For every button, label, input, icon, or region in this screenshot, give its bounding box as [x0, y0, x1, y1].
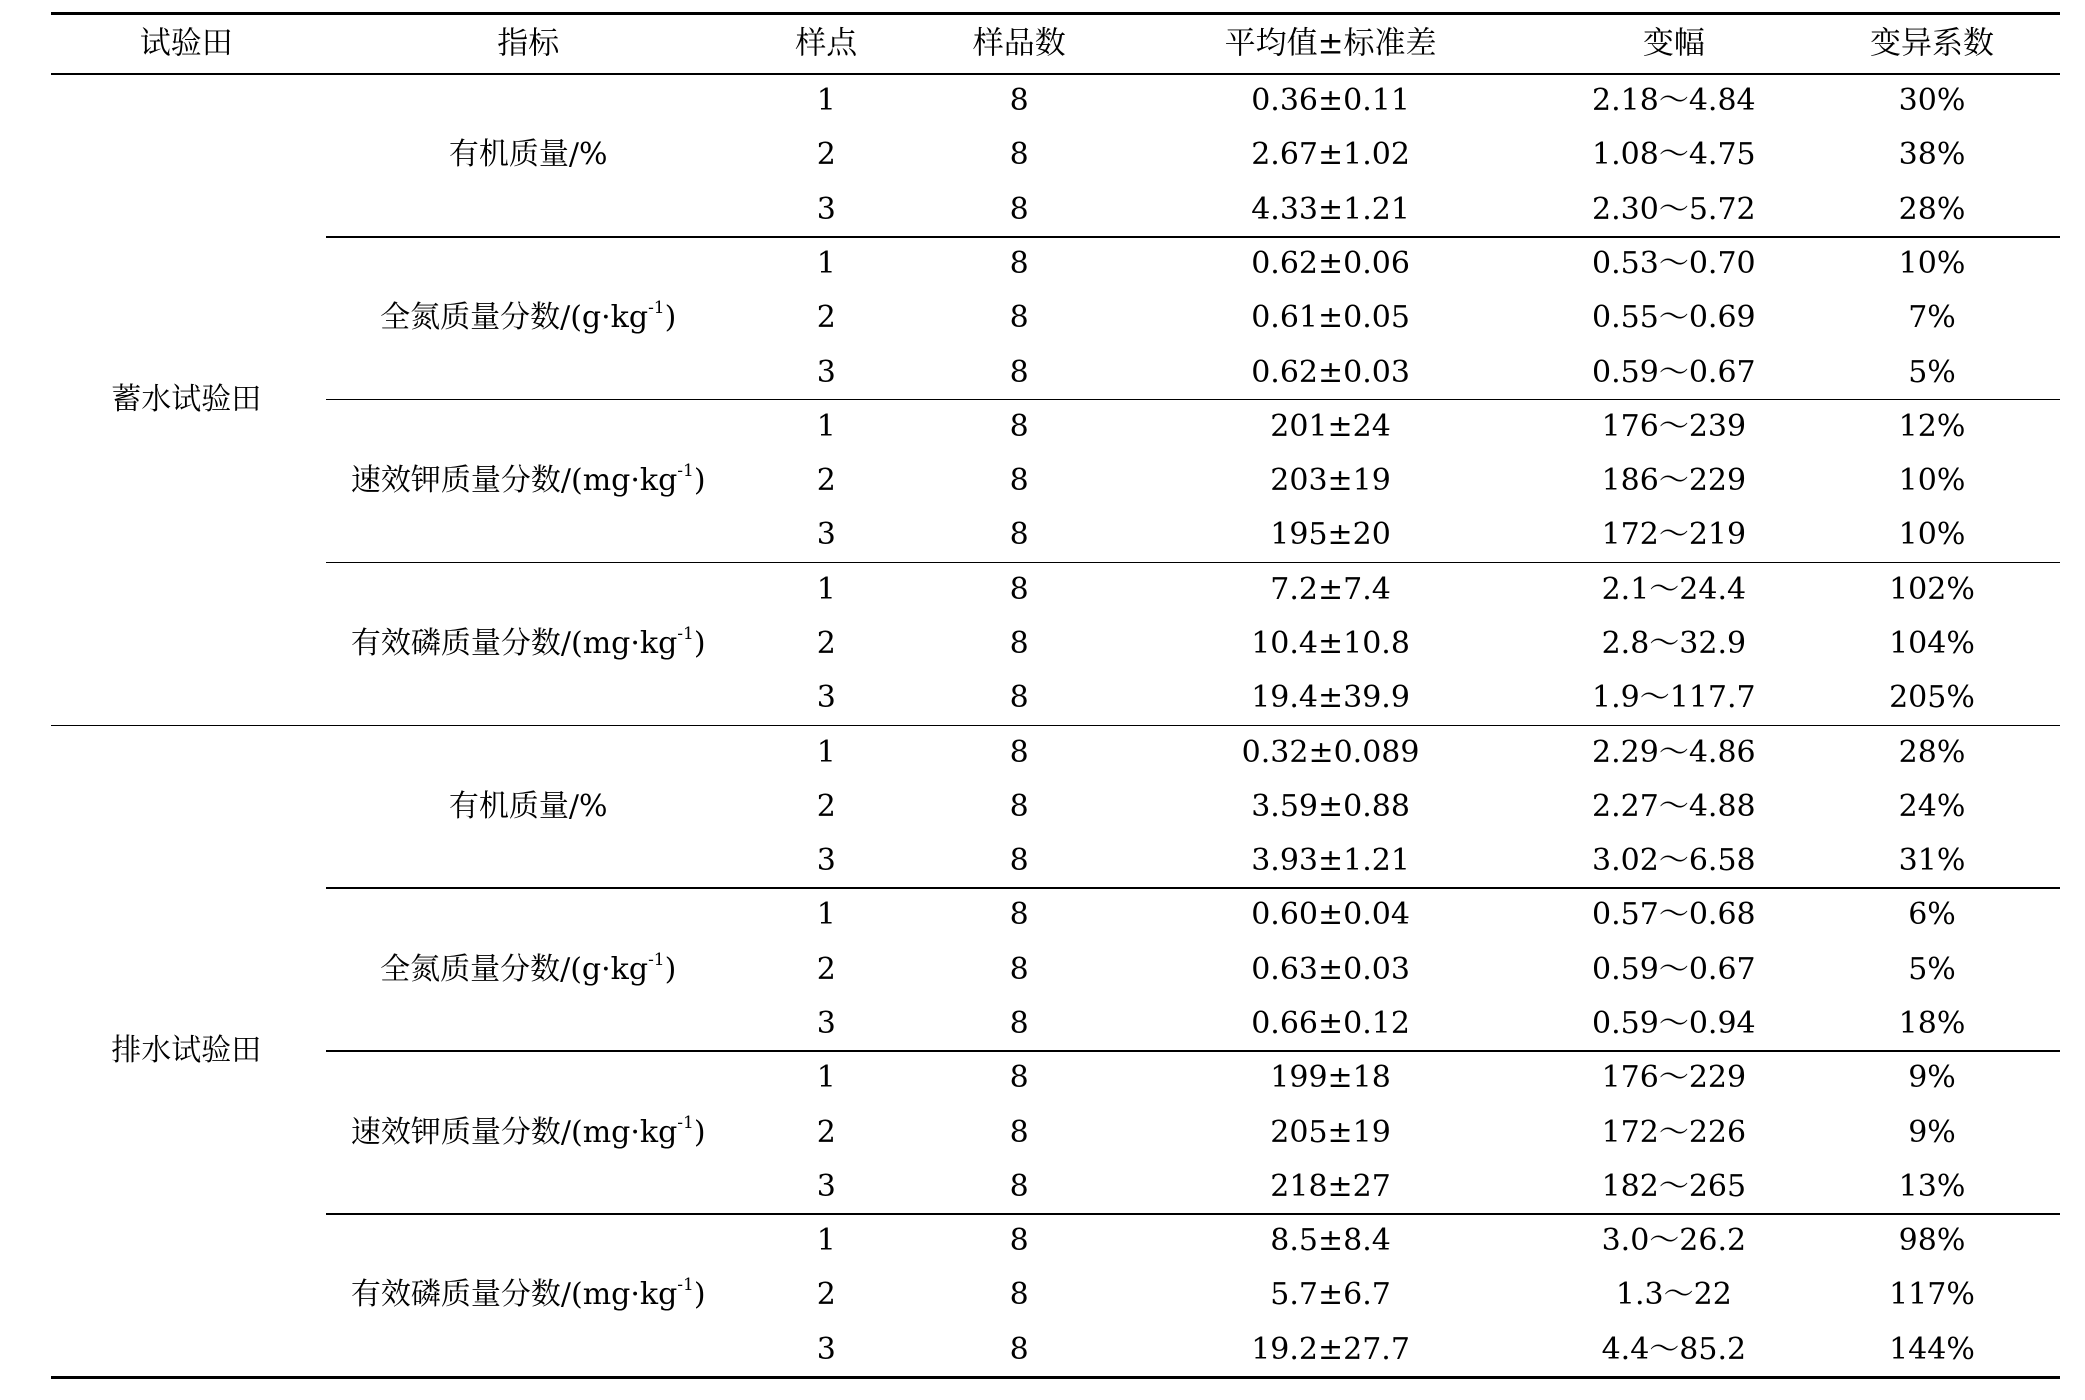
indicator-name: 有效磷质量分数/(mg·kg	[350, 625, 678, 661]
header-mean-sd: 平均值±标准差	[1224, 25, 1437, 62]
cell-cv: 5%	[1908, 354, 1956, 390]
cell-sample-point: 3	[816, 843, 836, 879]
cell-range: 2.27～4.88	[1592, 788, 1756, 824]
bottom-rule	[51, 1376, 2060, 1379]
group-separator	[51, 725, 2060, 727]
cell-cv: 9%	[1908, 1114, 1956, 1150]
header-field: 试验田	[139, 25, 233, 62]
cell-sample-count: 8	[1009, 517, 1029, 553]
cell-sample-point: 1	[816, 408, 836, 444]
cell-cv: 18%	[1898, 1006, 1966, 1041]
cell-sample-count: 8	[1009, 1006, 1029, 1041]
cell-cv: 9%	[1908, 1060, 1956, 1096]
cell-sample-count: 8	[1009, 625, 1029, 661]
indicator-label-total-nitrogen	[380, 949, 677, 987]
cell-cv: 24%	[1898, 788, 1966, 824]
top-rule	[51, 12, 2060, 15]
cell-cv: 28%	[1898, 734, 1966, 770]
field-label: 蓄水试验田	[111, 381, 262, 417]
cell-sample-point: 2	[816, 137, 836, 173]
cell-sample-point: 1	[816, 734, 836, 770]
indicator-label-total-nitrogen	[380, 298, 677, 336]
cell-cv: 10%	[1898, 517, 1966, 553]
indicator-separator	[326, 887, 2060, 889]
cell-mean-sd: 0.62±0.03	[1251, 354, 1410, 390]
cell-mean-sd: 4.33±1.21	[1251, 191, 1410, 227]
indicator-unit-close: )	[664, 951, 677, 987]
cell-sample-point: 2	[816, 463, 836, 499]
cell-mean-sd: 0.63±0.03	[1251, 951, 1410, 987]
indicator-label-available-potassium	[350, 461, 706, 499]
indicator-name: 速效钾质量分数/(mg·kg	[350, 463, 678, 499]
cell-sample-count: 8	[1009, 1331, 1029, 1367]
cell-mean-sd: 19.2±27.7	[1251, 1331, 1410, 1367]
cell-cv: 12%	[1898, 408, 1966, 444]
indicator-label-available-phosphorus	[350, 623, 706, 661]
indicator-name: 有效磷质量分数/(mg·kg	[350, 1277, 678, 1313]
cell-range: 0.55～0.69	[1592, 300, 1756, 336]
cell-cv: 117%	[1889, 1277, 1975, 1313]
unit-exponent: -1	[677, 1112, 694, 1133]
cell-mean-sd: 203±19	[1270, 463, 1391, 499]
indicator-name: 有机质量/%	[448, 788, 608, 824]
cell-range: 0.59～0.67	[1592, 354, 1756, 390]
cell-range: 176～239	[1601, 408, 1747, 444]
field-label: 排水试验田	[111, 1033, 262, 1069]
indicator-unit-close: )	[664, 300, 677, 336]
cell-mean-sd: 8.5±8.4	[1270, 1223, 1391, 1259]
cell-sample-count: 8	[1009, 83, 1029, 119]
cell-sample-count: 8	[1009, 1114, 1029, 1150]
cell-sample-count: 8	[1009, 1060, 1029, 1096]
cell-sample-point: 2	[816, 788, 836, 824]
cell-range: 1.08～4.75	[1592, 137, 1756, 173]
cell-sample-count: 8	[1009, 354, 1029, 390]
cell-range: 2.30～5.72	[1592, 191, 1756, 227]
cell-cv: 6%	[1908, 897, 1956, 933]
cell-sample-point: 1	[816, 1223, 836, 1259]
cell-cv: 31%	[1898, 843, 1966, 879]
cell-sample-point: 3	[816, 191, 836, 227]
cell-range: 176～229	[1601, 1060, 1747, 1096]
indicator-label-organic-matter	[448, 137, 608, 173]
cell-mean-sd: 7.2±7.4	[1270, 571, 1391, 607]
indicator-separator	[326, 1213, 2060, 1215]
cell-sample-count: 8	[1009, 897, 1029, 933]
cell-mean-sd: 201±24	[1270, 408, 1391, 444]
header-cv: 变异系数	[1869, 25, 1994, 62]
cell-mean-sd: 19.4±39.9	[1251, 680, 1410, 716]
cell-sample-count: 8	[1009, 1168, 1029, 1204]
header-range: 变幅	[1642, 25, 1705, 62]
unit-exponent: -1	[677, 623, 694, 644]
cell-sample-count: 8	[1009, 463, 1029, 499]
indicator-name: 全氮质量分数/(g·kg	[380, 951, 649, 987]
cell-mean-sd: 0.60±0.04	[1251, 897, 1410, 933]
cell-sample-count: 8	[1009, 137, 1029, 173]
cell-sample-count: 8	[1009, 191, 1029, 227]
cell-cv: 7%	[1908, 300, 1956, 336]
cell-cv: 38%	[1898, 137, 1966, 173]
cell-cv: 144%	[1889, 1331, 1975, 1367]
cell-range: 4.4～85.2	[1601, 1331, 1747, 1367]
cell-sample-count: 8	[1009, 300, 1029, 336]
unit-exponent: -1	[677, 461, 694, 482]
cell-mean-sd: 0.61±0.05	[1251, 300, 1410, 336]
cell-mean-sd: 0.66±0.12	[1251, 1006, 1410, 1041]
cell-cv: 10%	[1898, 463, 1966, 499]
header-rule	[51, 73, 2060, 75]
cell-cv: 10%	[1898, 245, 1966, 281]
header-sample-count: 样品数	[972, 25, 1066, 62]
indicator-unit-close: )	[693, 1277, 706, 1313]
cell-mean-sd: 3.93±1.21	[1251, 843, 1410, 879]
indicator-name: 有机质量/%	[448, 137, 608, 173]
cell-range: 3.02～6.58	[1592, 843, 1756, 879]
cell-mean-sd: 5.7±6.7	[1270, 1277, 1391, 1313]
cell-sample-point: 2	[816, 951, 836, 987]
cell-sample-point: 2	[816, 1277, 836, 1313]
cell-sample-count: 8	[1009, 788, 1029, 824]
cell-range: 2.1～24.4	[1601, 571, 1747, 607]
cell-range: 1.3～22	[1615, 1277, 1732, 1313]
cell-mean-sd: 0.36±0.11	[1251, 83, 1410, 119]
cell-mean-sd: 2.67±1.02	[1251, 137, 1410, 173]
cell-sample-count: 8	[1009, 245, 1029, 281]
cell-range: 172～219	[1601, 517, 1747, 553]
cell-sample-count: 8	[1009, 843, 1029, 879]
cell-range: 0.53～0.70	[1592, 245, 1756, 281]
indicator-separator	[326, 399, 2060, 401]
indicator-label-available-potassium	[350, 1112, 706, 1150]
indicator-unit-close: )	[693, 463, 706, 499]
cell-mean-sd: 199±18	[1270, 1060, 1391, 1096]
cell-sample-point: 2	[816, 625, 836, 661]
cell-mean-sd: 0.62±0.06	[1251, 245, 1410, 281]
cell-cv: 28%	[1898, 191, 1966, 227]
cell-range: 1.9～117.7	[1592, 680, 1756, 716]
cell-cv: 5%	[1908, 951, 1956, 987]
cell-range: 186～229	[1601, 463, 1747, 499]
header-sample-point: 样点	[795, 25, 858, 62]
cell-sample-count: 8	[1009, 734, 1029, 770]
cell-sample-count: 8	[1009, 571, 1029, 607]
cell-cv: 98%	[1898, 1223, 1966, 1259]
indicator-label-available-phosphorus	[350, 1275, 706, 1313]
cell-sample-point: 1	[816, 1060, 836, 1096]
cell-mean-sd: 0.32±0.089	[1241, 734, 1420, 770]
cell-sample-point: 1	[816, 83, 836, 119]
cell-cv: 205%	[1889, 680, 1975, 716]
cell-sample-point: 3	[816, 680, 836, 716]
cell-range: 2.29～4.86	[1592, 734, 1756, 770]
cell-sample-count: 8	[1009, 1277, 1029, 1313]
cell-mean-sd: 218±27	[1270, 1168, 1391, 1204]
cell-mean-sd: 10.4±10.8	[1251, 625, 1410, 661]
cell-range: 172～226	[1601, 1114, 1747, 1150]
indicator-separator	[326, 562, 2060, 564]
cell-sample-point: 3	[816, 354, 836, 390]
cell-sample-point: 3	[816, 517, 836, 553]
unit-exponent: -1	[677, 1275, 694, 1296]
indicator-unit-close: )	[693, 625, 706, 661]
cell-sample-count: 8	[1009, 951, 1029, 987]
cell-mean-sd: 195±20	[1270, 517, 1391, 553]
cell-sample-point: 2	[816, 300, 836, 336]
cell-sample-point: 1	[816, 897, 836, 933]
cell-mean-sd: 205±19	[1270, 1114, 1391, 1150]
cell-sample-point: 1	[816, 245, 836, 281]
cell-cv: 104%	[1889, 625, 1975, 661]
cell-range: 3.0～26.2	[1601, 1223, 1747, 1259]
indicator-unit-close: )	[693, 1114, 706, 1150]
cell-sample-point: 1	[816, 571, 836, 607]
cell-sample-point: 3	[816, 1006, 836, 1041]
cell-range: 0.59～0.94	[1592, 1006, 1756, 1041]
indicator-label-organic-matter	[448, 788, 608, 824]
unit-exponent: -1	[648, 949, 665, 970]
cell-sample-count: 8	[1009, 680, 1029, 716]
cell-range: 2.8～32.9	[1601, 625, 1747, 661]
cell-cv: 102%	[1889, 571, 1975, 607]
cell-range: 2.18～4.84	[1592, 83, 1756, 119]
cell-cv: 13%	[1898, 1168, 1966, 1204]
indicator-name: 速效钾质量分数/(mg·kg	[350, 1114, 678, 1150]
cell-sample-point: 3	[816, 1168, 836, 1204]
cell-sample-point: 2	[816, 1114, 836, 1150]
cell-mean-sd: 3.59±0.88	[1251, 788, 1410, 824]
header-indicator: 指标	[497, 25, 560, 62]
cell-range: 182～265	[1601, 1168, 1747, 1204]
cell-sample-count: 8	[1009, 408, 1029, 444]
cell-range: 0.59～0.67	[1592, 951, 1756, 987]
cell-sample-point: 3	[816, 1331, 836, 1367]
cell-cv: 30%	[1898, 83, 1966, 119]
indicator-separator	[326, 1050, 2060, 1052]
unit-exponent: -1	[648, 298, 665, 319]
cell-range: 0.57～0.68	[1592, 897, 1756, 933]
indicator-separator	[326, 236, 2060, 238]
indicator-name: 全氮质量分数/(g·kg	[380, 300, 649, 336]
cell-sample-count: 8	[1009, 1223, 1029, 1259]
